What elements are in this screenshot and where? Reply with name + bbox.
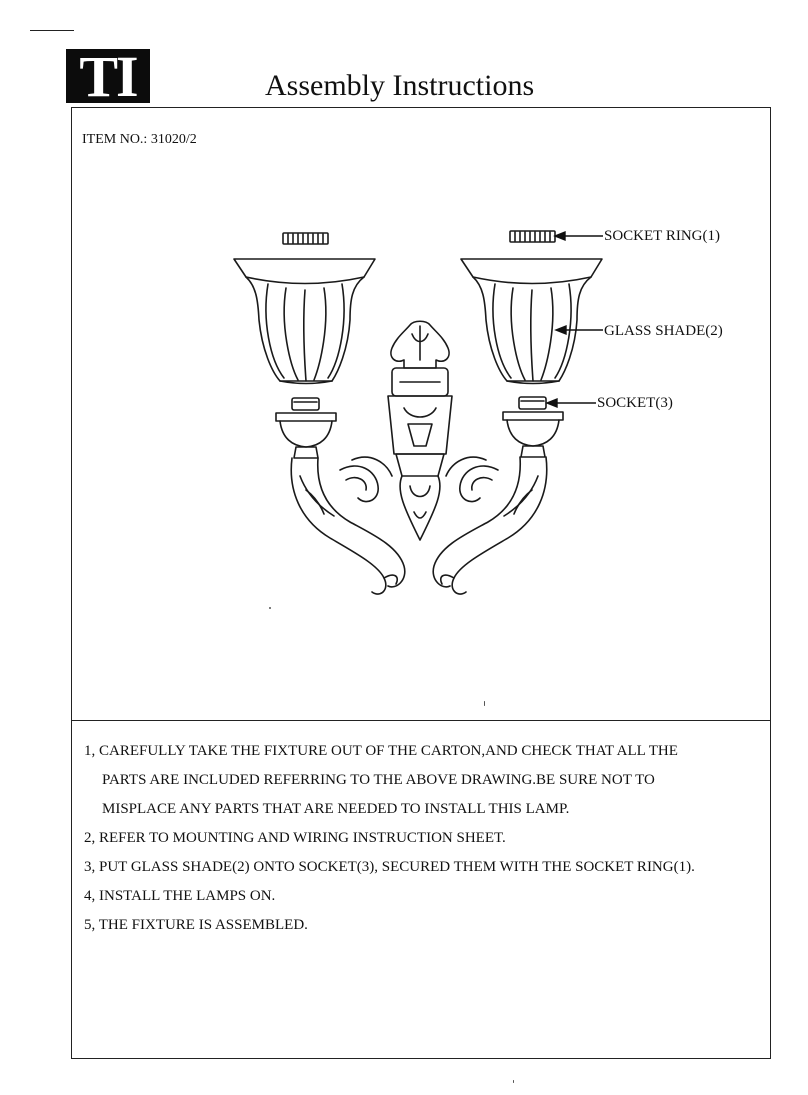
step-line: 1, CAREFULLY TAKE THE FIXTURE OUT OF THE CARTON,AND CHECK THAT ALL THE <box>84 743 678 759</box>
socket-ring-right <box>510 231 555 242</box>
backplate <box>388 321 452 540</box>
arm-right <box>433 457 547 594</box>
logo: TI <box>66 49 150 103</box>
instruction-step <box>84 824 768 853</box>
step-line: PARTS ARE INCLUDED REFERRING TO THE ABOVE DRAWING.BE SURE NOT TO <box>102 772 655 788</box>
instruction-step <box>84 853 768 882</box>
item-number: ITEM NO.: 31020/2 <box>82 132 197 147</box>
scan-speck <box>269 607 271 609</box>
socket-left <box>276 398 336 458</box>
page-title: Assembly Instructions <box>265 69 535 102</box>
glass-shade-left <box>234 259 375 384</box>
callout-glass-shade: GLASS SHADE(2) <box>604 323 723 339</box>
step-line: 5, THE FIXTURE IS ASSEMBLED. <box>84 917 308 933</box>
step-line: MISPLACE ANY PARTS THAT ARE NEEDED TO INSTALL THIS LAMP. <box>102 801 570 817</box>
callout-socket: SOCKET(3) <box>597 395 673 411</box>
instruction-list <box>84 737 768 940</box>
callout-socket-ring: SOCKET RING(1) <box>604 228 720 244</box>
step-line: 4, INSTALL THE LAMPS ON. <box>84 888 276 904</box>
step-line: 3, PUT GLASS SHADE(2) ONTO SOCKET(3), SECURED THEM WITH THE SOCKET RING(1). <box>84 859 695 875</box>
scan-speck <box>484 701 485 706</box>
instruction-step <box>84 737 768 824</box>
socket-ring-left <box>283 233 328 244</box>
scan-speck <box>513 1080 514 1083</box>
instruction-step <box>84 882 768 911</box>
step-line: 2, REFER TO MOUNTING AND WIRING INSTRUCTION SHEET. <box>84 830 506 846</box>
glass-shade-right <box>461 259 602 384</box>
arm-left <box>291 457 405 594</box>
instruction-step <box>84 911 768 940</box>
section-divider <box>71 720 771 721</box>
